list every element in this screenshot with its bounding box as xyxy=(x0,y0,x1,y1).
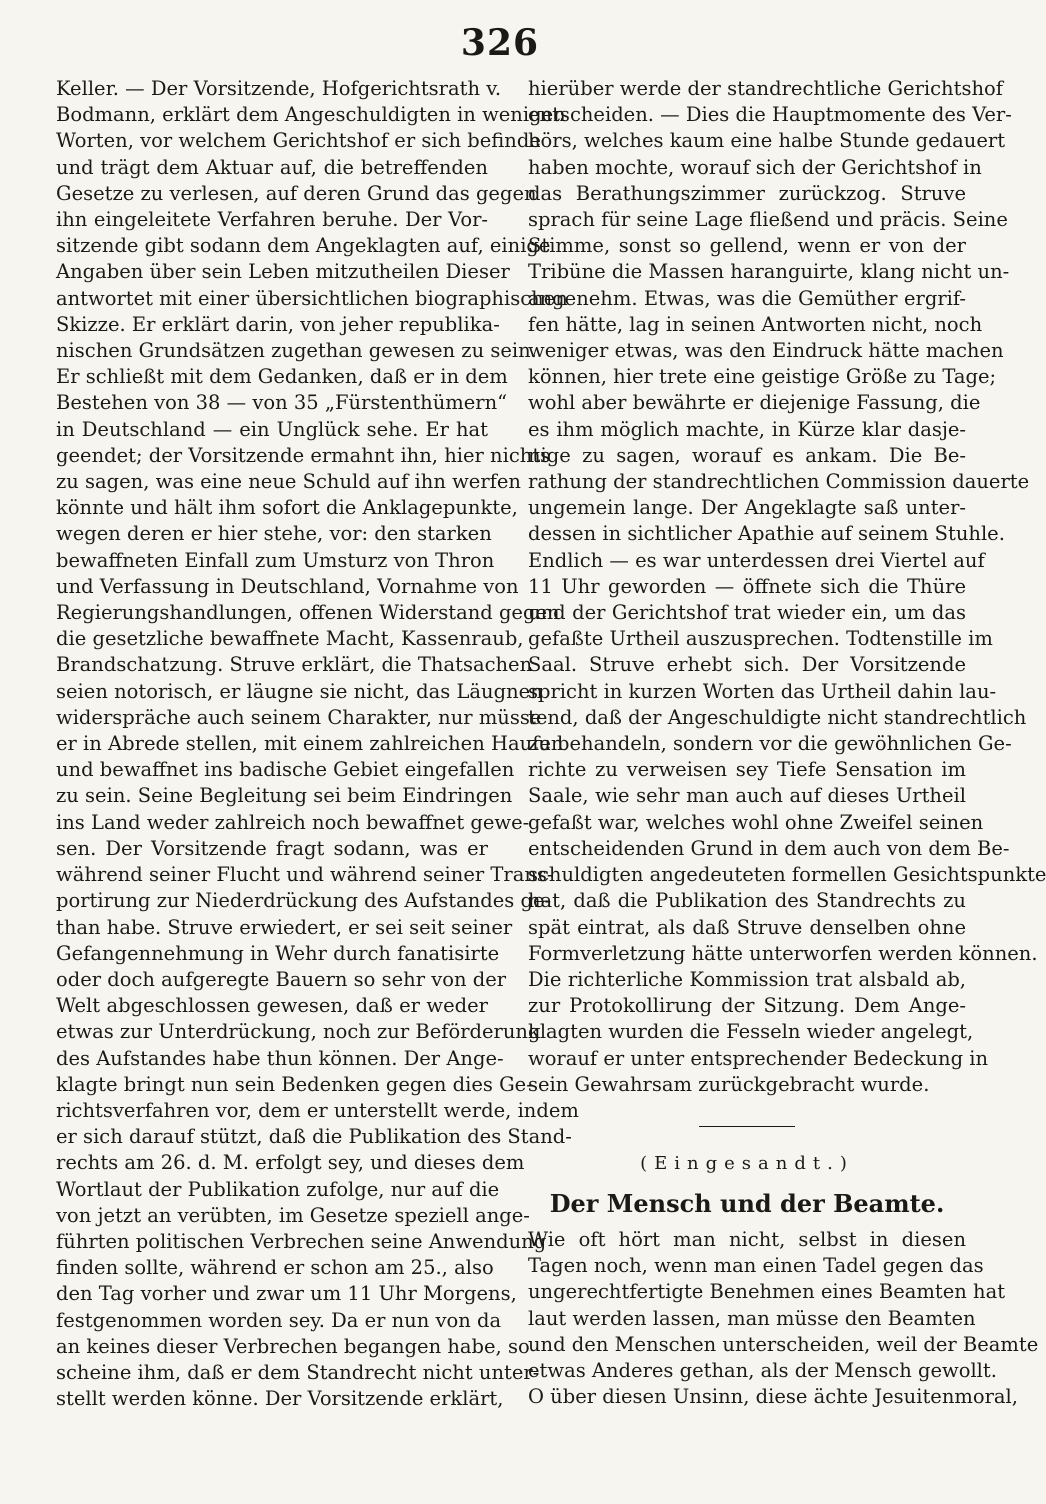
text-line: gefaßt war, welches wohl ohne Zweifel seinen xyxy=(528,810,984,834)
text-line: entscheidenden Grund in dem auch von dem Be- xyxy=(528,836,1010,860)
text-line: oder doch aufgeregte Bauern so sehr von der xyxy=(56,967,507,991)
text-line: ins Land weder zahlreich noch bewaffnet gewe- xyxy=(56,810,530,834)
text-line: Stimme, sonst so gellend, wenn er von der xyxy=(528,234,966,258)
text-line: entscheiden. — Dies die Hauptmomente des Ver- xyxy=(528,103,1012,127)
text-line: laut werden lassen, man müsse den Beamten xyxy=(528,1306,976,1330)
text-line: Er schließt mit dem Gedanken, daß er in dem xyxy=(56,365,508,389)
text-line: ungerechtfertigte Benehmen eines Beamten hat xyxy=(528,1280,1006,1304)
text-line: wegen deren er hier stehe, vor: den starken xyxy=(56,522,492,546)
text-line: er in Abrede stellen, mit einem zahlreichen Haufen xyxy=(56,732,564,756)
text-line: in Deutschland — ein Unglück sehe. Er hat xyxy=(56,417,488,441)
text-line: hat, daß die Publikation des Standrechts zu xyxy=(528,889,966,913)
text-line: tend, daß der Angeschuldigte nicht standrechtlich xyxy=(528,705,1027,729)
text-line: sitzende gibt sodann dem Angeklagten auf, einige xyxy=(56,234,551,258)
text-line: und bewaffnet ins badische Gebiet eingefallen xyxy=(56,758,515,782)
text-line: an keines dieser Verbrechen begangen habe, so xyxy=(56,1334,530,1358)
article-title: Der Mensch und der Beamte. xyxy=(549,1188,945,1218)
left-column-text xyxy=(56,76,579,1412)
section-divider xyxy=(699,1126,795,1127)
text-line: richtsverfahren vor, dem er unterstellt werde, indem xyxy=(56,1098,579,1122)
text-line: festgenommen worden sey. Da er nun von da xyxy=(56,1308,502,1332)
text-line: können, hier trete eine geistige Größe zu Tage; xyxy=(528,365,997,389)
text-line: er sich darauf stützt, daß die Publikation des Stand- xyxy=(56,1125,572,1149)
text-line: Brandschatzung. Struve erklärt, die Thatsachen xyxy=(56,653,533,677)
text-line: zu behandeln, sondern vor die gewöhnlichen Ge- xyxy=(528,732,1012,756)
text-line: zur Protokollirung der Sitzung. Dem Ange- xyxy=(528,994,966,1018)
text-line: rechts am 26. d. M. erfolgt sey, und dieses dem xyxy=(56,1151,525,1175)
text-line: Worten, vor welchem Gerichtshof er sich befinde xyxy=(56,129,541,153)
text-line: sein Gewahrsam zurückgebracht wurde. xyxy=(528,1072,930,1096)
text-line: während seiner Flucht und während seiner Trans- xyxy=(56,863,554,887)
text-line: spät eintrat, als daß Struve denselben ohne xyxy=(528,915,966,939)
text-line: ungemein lange. Der Angeklagte saß unter- xyxy=(528,496,966,520)
text-line: seien notorisch, er läugne sie nicht, das Läugnen xyxy=(56,679,543,703)
text-line: gefaßte Urtheil auszusprechen. Todtenstille im xyxy=(528,627,993,651)
text-line: zu sagen, was eine neue Schuld auf ihn werfen xyxy=(56,470,521,494)
text-line: Saal. Struve erhebt sich. Der Vorsitzende xyxy=(528,653,966,677)
text-line: klagten wurden die Fesseln wieder angelegt, xyxy=(528,1020,974,1044)
text-line: ihn eingeleitete Verfahren beruhe. Der Vor- xyxy=(56,208,488,232)
text-line: Skizze. Er erklärt darin, von jeher republika- xyxy=(56,312,500,336)
text-line: Angaben über sein Leben mitzutheilen Dieser xyxy=(56,260,510,284)
text-line: Endlich — es war unterdessen drei Viertel auf xyxy=(528,548,985,572)
text-line: Bestehen von 38 — von 35 „Fürstenthümern“ xyxy=(56,391,508,415)
text-line: haben mochte, worauf sich der Gerichtshof in xyxy=(528,155,982,179)
text-line: nischen Grundsätzen zugethan gewesen zu sein. xyxy=(56,339,537,363)
text-line: sen. Der Vorsitzende fragt sodann, was er xyxy=(56,836,488,860)
text-line: spricht in kurzen Worten das Urtheil dahin lau- xyxy=(528,679,997,703)
text-line: dessen in sichtlicher Apathie auf seinem Stuhle. xyxy=(528,522,1005,546)
text-line: etwas Anderes gethan, als der Mensch gewollt. xyxy=(528,1358,997,1382)
text-line: und Verfassung in Deutschland, Vornahme von xyxy=(56,574,519,598)
text-line: die gesetzliche bewaffnete Macht, Kassenraub, xyxy=(56,627,524,651)
text-line: den Tag vorher und zwar um 11 Uhr Morgens, xyxy=(56,1282,517,1306)
text-line: sprach für seine Lage fließend und präcis. Seine xyxy=(528,208,1008,232)
text-line: klagte bringt nun sein Bedenken gegen dies Ge- xyxy=(56,1072,533,1096)
text-line: Gefangennehmung in Wehr durch fanatisirte xyxy=(56,941,500,965)
text-line: des Aufstandes habe thun können. Der Ange- xyxy=(56,1046,504,1070)
text-line: worauf er unter entsprechender Bedeckung in xyxy=(528,1046,989,1070)
text-line: Gesetze zu verlesen, auf deren Grund das gegen xyxy=(56,181,537,205)
text-line: angenehm. Etwas, was die Gemüther ergrif- xyxy=(528,286,966,310)
text-line: von jetzt an verübten, im Gesetze speziell ange- xyxy=(56,1203,530,1227)
text-line: es ihm möglich machte, in Kürze klar dasje- xyxy=(528,417,966,441)
text-line: und der Gerichtshof trat wieder ein, um das xyxy=(528,601,966,625)
text-line: Regierungshandlungen, offenen Widerstand gegen xyxy=(56,601,560,625)
text-line: hierüber werde der standrechtliche Gerichtshof xyxy=(528,77,1003,100)
text-line: finden sollte, während er schon am 25., also xyxy=(56,1256,494,1280)
article-body xyxy=(528,1227,1039,1410)
text-line: Wortlaut der Publikation zufolge, nur auf die xyxy=(56,1177,500,1201)
text-line: stellt werden könne. Der Vorsitzende erklärt, xyxy=(56,1387,504,1411)
text-line: das Berathungszimmer zurückzog. Struve xyxy=(528,181,966,205)
text-line: than habe. Struve erwiedert, er sei seit seiner xyxy=(56,915,513,939)
eingesandt-label: (Eingesandt.) xyxy=(640,1152,854,1174)
text-line: 11 Uhr geworden — öffnete sich die Thüre xyxy=(528,574,966,598)
text-line: portirung zur Niederdrückung des Aufstandes ge- xyxy=(56,889,552,913)
text-line: etwas zur Unterdrückung, noch zur Beförderung xyxy=(56,1020,541,1044)
text-line: Keller. — Der Vorsitzende, Hofgerichtsrath v. xyxy=(56,77,502,100)
text-line: antwortet mit einer übersichtlichen biographischen xyxy=(56,286,568,310)
text-line: wohl aber bewährte er diejenige Fassung, die xyxy=(528,391,981,415)
text-line: hörs, welches kaum eine halbe Stunde gedauert xyxy=(528,129,1006,153)
text-line: nige zu sagen, worauf es ankam. Die Be- xyxy=(528,443,966,467)
page-number: 326 xyxy=(460,22,540,64)
text-line: könnte und hält ihm sofort die Anklagepunkte, xyxy=(56,496,518,520)
text-line: schuldigten angedeuteten formellen Gesichtspunkte xyxy=(528,863,1046,887)
text-line: Tribüne die Massen haranguirte, klang nicht un- xyxy=(528,260,1010,284)
text-line: fen hätte, lag in seinen Antworten nicht, noch xyxy=(528,312,983,336)
text-line: und den Menschen unterscheiden, weil der Beamte xyxy=(528,1332,1039,1356)
text-line: scheine ihm, daß er dem Standrecht nicht unter- xyxy=(56,1360,540,1384)
text-line: O über diesen Unsinn, diese ächte Jesuitenmoral, xyxy=(528,1385,1018,1409)
text-line: Die richterliche Kommission trat alsbald ab, xyxy=(528,967,966,991)
text-line: Saale, wie sehr man auch auf dieses Urtheil xyxy=(528,784,966,808)
text-line: bewaffneten Einfall zum Umsturz von Thron xyxy=(56,548,495,572)
text-line: widerspräche auch seinem Charakter, nur müsse xyxy=(56,705,542,729)
text-line: Wie oft hört man nicht, selbst in diesen xyxy=(528,1227,966,1251)
text-line: geendet; der Vorsitzende ermahnt ihn, hier nichts xyxy=(56,443,551,467)
text-line: Tagen noch, wenn man einen Tadel gegen das xyxy=(528,1254,984,1278)
text-line: zu sein. Seine Begleitung sei beim Eindringen xyxy=(56,784,513,808)
text-line: Formverletzung hätte unterworfen werden können. xyxy=(528,941,1038,965)
left-column xyxy=(56,76,579,1412)
text-line: rathung der standrechtlichen Commission dauerte xyxy=(528,470,1030,494)
right-column xyxy=(528,76,1046,1410)
text-line: Welt abgeschlossen gewesen, daß er weder xyxy=(56,994,488,1018)
text-line: und trägt dem Aktuar auf, die betreffenden xyxy=(56,155,488,179)
text-line: führten politischen Verbrechen seine Anwendung xyxy=(56,1229,547,1253)
text-line: richte zu verweisen sey Tiefe Sensation im xyxy=(528,758,966,782)
text-line: Bodmann, erklärt dem Angeschuldigten in wenigen xyxy=(56,103,566,127)
right-column-text xyxy=(528,76,1046,1098)
text-line: weniger etwas, was den Eindruck hätte machen xyxy=(528,339,1004,363)
